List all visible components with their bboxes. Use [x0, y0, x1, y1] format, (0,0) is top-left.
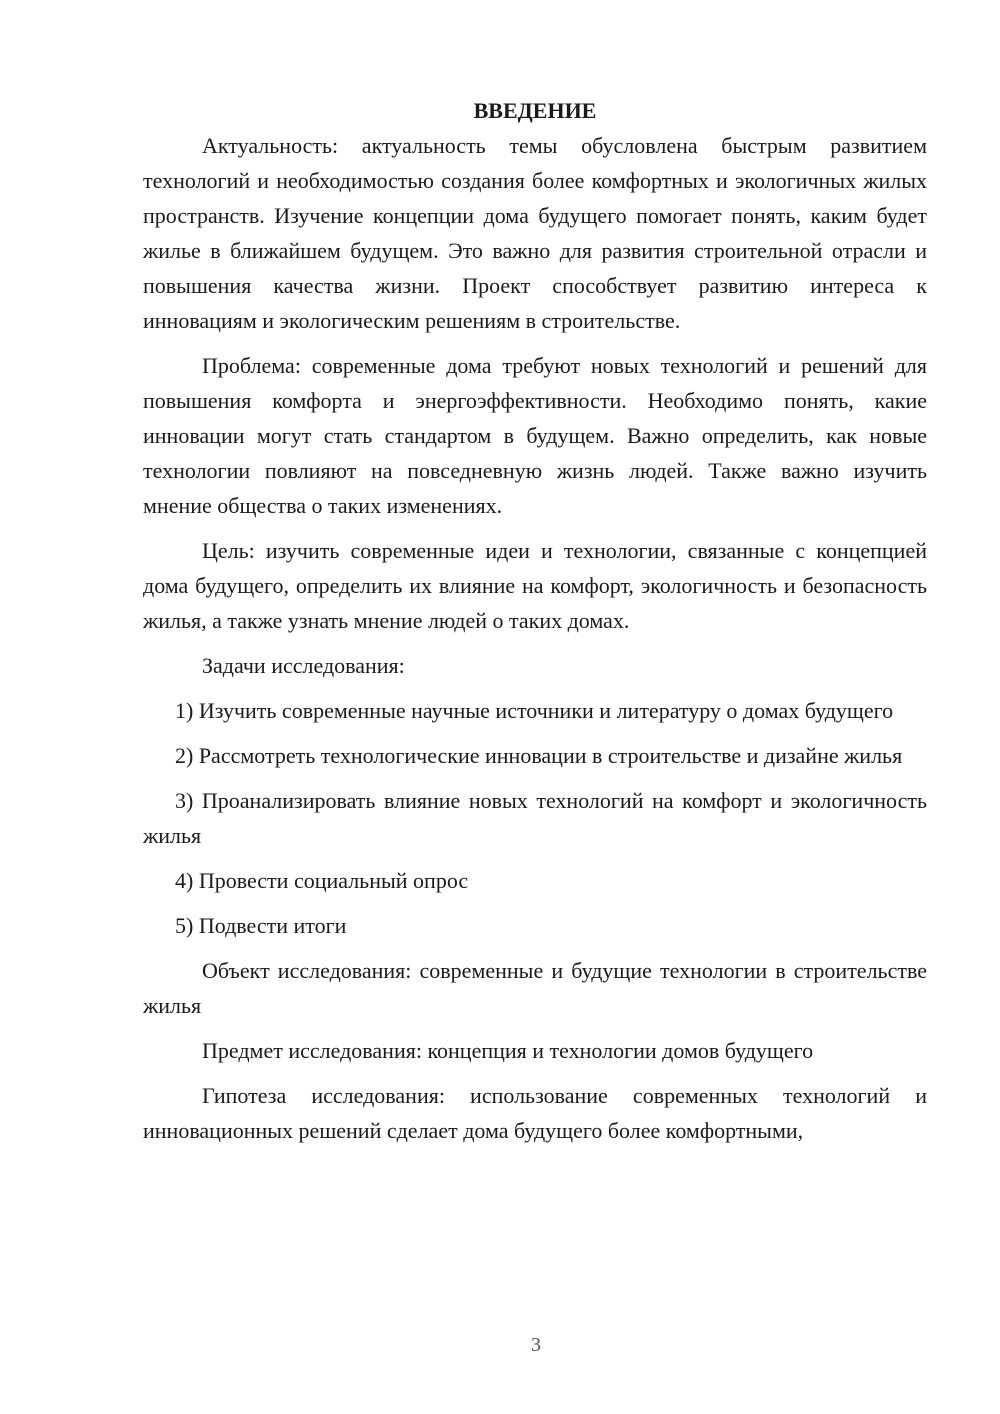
paragraph-goal: Цель: изучить современные идеи и технологии, связанные с концепцией дома будущего, определить их влияние на комфорт, экологичность и безопасность жилья, а также узнать мнение людей о таких домах.	[143, 538, 927, 633]
tasks-heading: Задачи исследования:	[202, 653, 405, 678]
page-title: ВВЕДЕНИЕ	[473, 98, 597, 123]
paragraph-subject: Предмет исследования: концепция и технологии домов будущего	[202, 1038, 814, 1063]
paragraph-object: Объект исследования: современные и будущие технологии в строительстве жилья	[143, 958, 927, 1018]
paragraph-relevance: Актуальность: актуальность темы обусловлена быстрым развитием технологий и необходимостью создания более комфортных и экологичных жилых пространств. Изучение концепции дома будущего помогает понять, каким будет жилье в ближайшем будущем. Это важно для развития строительной отрасли и повышения качества жизни. Проект способствует развитию интереса к инновациям и экологическим решениям в строительстве.	[143, 133, 927, 333]
task-item-2: 2) Рассмотреть технологические инновации в строительстве и дизайне жилья	[175, 743, 903, 768]
paragraph-problem: Проблема: современные дома требуют новых технологий и решений для повышения комфорта и энергоэффективности. Необходимо понять, какие инновации могут стать стандартом в будущем. Важно определить, как новые технологии повлияют на повседневную жизнь людей. Также важно изучить мнение общества о таких изменениях.	[143, 353, 927, 518]
task-item-4: 4) Провести социальный опрос	[175, 868, 469, 893]
task-item-3: 3) Проанализировать влияние новых технологий на комфорт и экологичность жилья	[143, 788, 927, 848]
page-content	[143, 93, 927, 1158]
page-number: 3	[531, 1334, 541, 1356]
task-item-5: 5) Подвести итоги	[175, 913, 347, 938]
task-item-1: 1) Изучить современные научные источники и литературу о домах будущего	[175, 698, 894, 723]
paragraph-hypothesis: Гипотеза исследования: использование современных технологий и инновационных решений сделает дома будущего более комфортными,	[143, 1083, 927, 1143]
